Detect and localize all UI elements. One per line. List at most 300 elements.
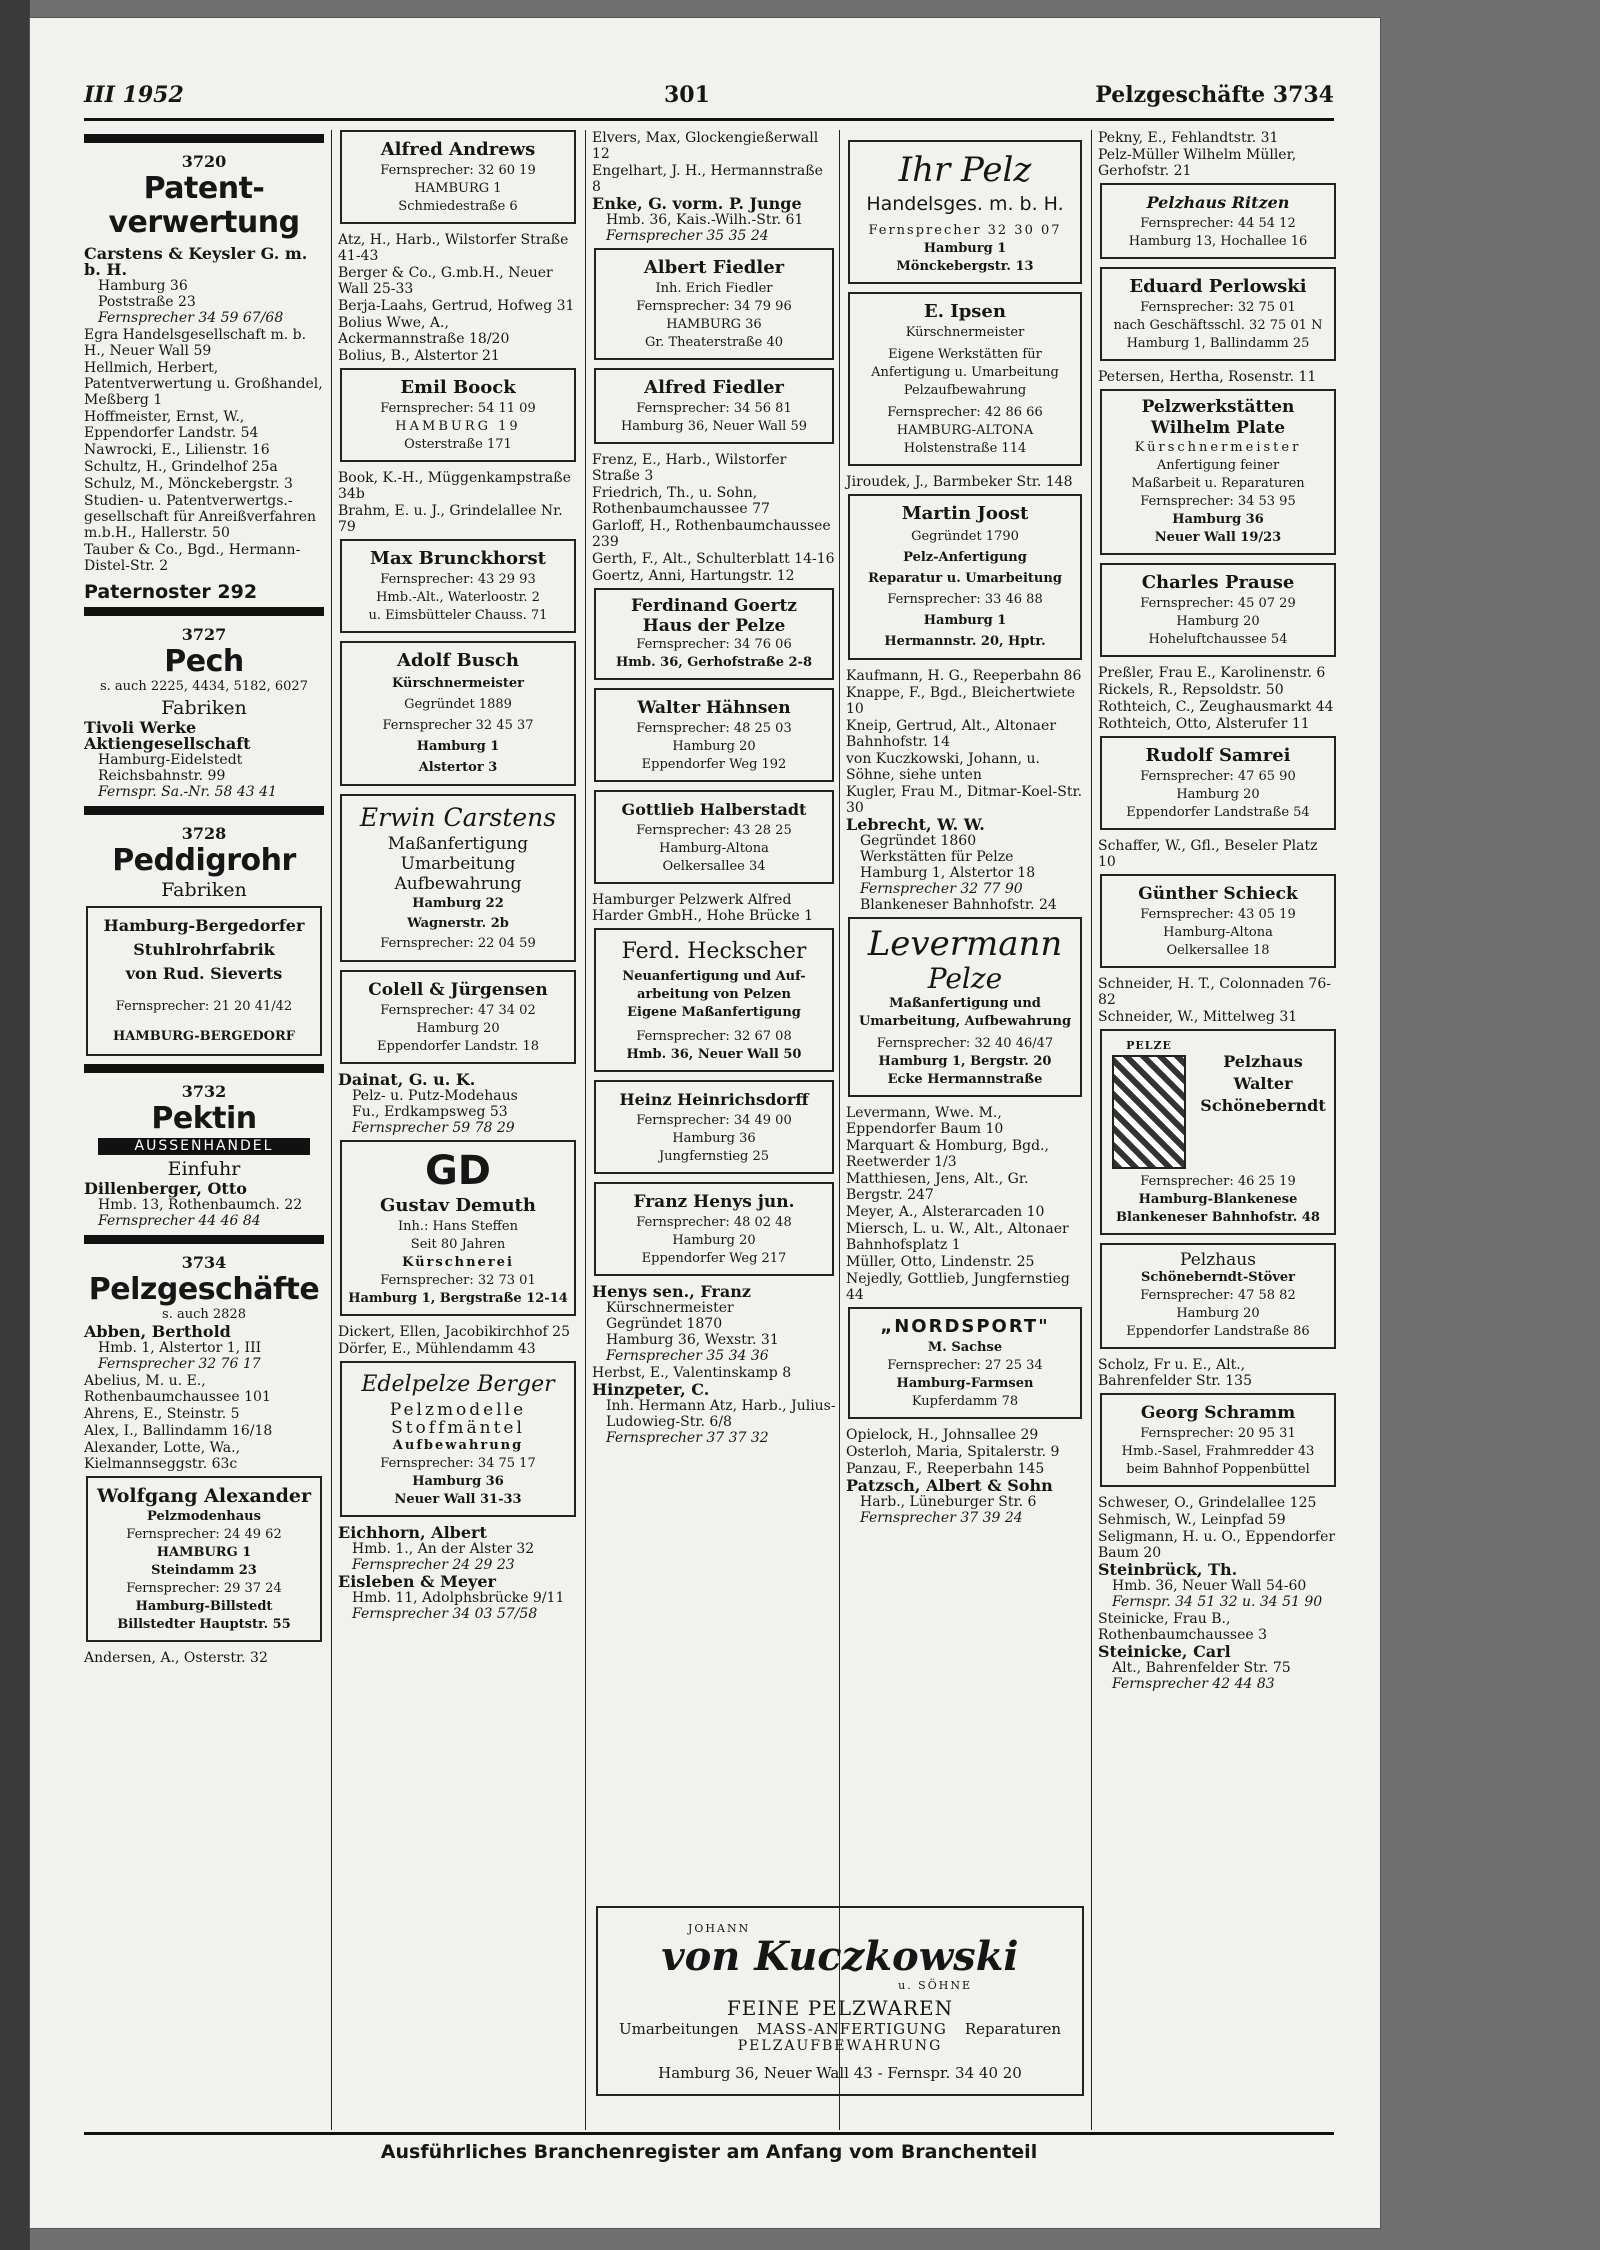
listing-address: Hmb. 36, Kais.-Wilh.-Str. 61: [606, 212, 804, 228]
advert-title: Schöneberndt: [1200, 1096, 1326, 1115]
advert-title: Rudolf Samrei: [1145, 745, 1291, 766]
listing: Andersen, A., Osterstr. 32: [84, 1650, 268, 1666]
advert-erwin-carstens: [340, 794, 576, 962]
advert-pelzhaus-ritzen: [1100, 183, 1336, 259]
advert-service: Reparaturen: [964, 2020, 1062, 2038]
advert-phone: nach Geschäftsschl. 32 75 01 N: [1113, 318, 1323, 333]
advert-address: Schmiedestraße 6: [398, 199, 518, 214]
listing-address: Hmb. 1, Alstertor 1, III: [98, 1340, 262, 1356]
listing: Levermann, Wwe. M., Eppendorfer Baum 10: [846, 1105, 1004, 1137]
advert-title: Pelzhaus: [1180, 1250, 1256, 1270]
listing-address: Alt., Bahrenfelder Str. 75: [1112, 1660, 1291, 1676]
advert-georg-schramm: [1100, 1393, 1336, 1487]
see-also: s. auch 2225, 4434, 5182, 6027: [100, 679, 308, 694]
advert-title: Walter Hähnsen: [637, 698, 791, 718]
subheading: Einfuhr: [167, 1158, 241, 1180]
advert-martin-joost: [848, 494, 1082, 660]
listing: von Kuczkowski, Johann, u. Söhne, siehe unten: [846, 751, 1040, 783]
advert-title: Charles Prause: [1141, 572, 1295, 593]
advert-title: Walter: [1233, 1074, 1293, 1093]
advert-title: Handelsges. m. b. H.: [866, 193, 1064, 215]
advert-logo-text: Erwin Carstens: [359, 803, 557, 832]
advert-service: Reparatur u. Umarbeitung: [868, 571, 1062, 586]
advert-service: Maßarbeit u. Reparaturen: [1131, 476, 1305, 491]
listing-name: Dillenberger, Otto: [84, 1179, 247, 1198]
advert-service: Anfertigung u. Umarbeitung: [871, 365, 1059, 380]
advert-title: Pelzhaus: [1223, 1052, 1303, 1071]
listing-address: Hamburg 1, Alstertor 18: [860, 865, 1036, 881]
advert-address: Hamburg-Farmsen: [896, 1376, 1034, 1391]
subheading: Fabriken: [161, 697, 247, 719]
advert-address: Oelkersallee 34: [662, 859, 766, 874]
advert-service: Eigene Werkstätten für: [888, 347, 1042, 362]
advert-gustav-demuth: [340, 1140, 576, 1316]
listing: Schultz, H., Grindelhof 25a: [84, 459, 278, 475]
listing: Scholz, Fr u. E., Alt., Bahrenfelder Str. 135: [1098, 1357, 1252, 1389]
advert-ferd-heckscher: [594, 928, 834, 1072]
listing-phone: Fernsprecher 37 37 32: [606, 1430, 769, 1446]
advert-heinz-heinrichsdorff: [594, 1080, 834, 1174]
listing: Bolius, B., Alstertor 21: [338, 348, 500, 364]
advert-phone: Fernsprecher: 32 73 01: [380, 1273, 536, 1288]
listing-address: Pelz- u. Putz-Modehaus: [352, 1088, 518, 1104]
advert-address: beim Bahnhof Poppenbüttel: [1126, 1462, 1310, 1477]
listing: Pelz-Müller Wilhelm Müller, Gerhofstr. 21: [1098, 147, 1297, 179]
listing-name: Carstens & Keysler G. m. b. H.: [84, 244, 308, 279]
advert-address: Hamburg 36: [672, 1131, 756, 1146]
category-heading: Pech: [164, 644, 244, 679]
advert-rudolf-samrei: [1100, 736, 1336, 830]
listing-phone: Fernsprecher 35 34 36: [606, 1348, 769, 1364]
listing-phone: Fernsprecher 37 39 24: [860, 1510, 1023, 1526]
listing-name: Dainat, G. u. K.: [338, 1070, 476, 1089]
listing-address: Poststraße 23: [98, 294, 196, 310]
column-divider: [1091, 130, 1092, 2130]
advert-title: Haus der Pelze: [642, 616, 786, 636]
advert-wilhelm-plate: [1100, 389, 1336, 555]
advert-address: Neuer Wall 19/23: [1154, 530, 1282, 545]
listing-address: Harb., Lüneburger Str. 6: [860, 1494, 1037, 1510]
advert-e-ipsen: [848, 292, 1082, 466]
section-bar: [84, 806, 324, 815]
listing-address: Reichsbahnstr. 99: [98, 768, 226, 784]
advert-service: Pelz-Anfertigung: [903, 550, 1027, 565]
see-also: s. auch 2828: [162, 1307, 246, 1322]
advert-phone: Fernsprecher: 48 25 03: [636, 721, 792, 736]
listing: Müller, Otto, Lindenstr. 25: [846, 1254, 1035, 1270]
advert-text: Seit 80 Jahren: [410, 1237, 506, 1252]
advert-phone: Fernsprecher: 46 25 19: [1140, 1174, 1296, 1189]
advert-address: Hamburg 22: [412, 896, 504, 911]
advert-phone: Fernsprecher: 27 25 34: [887, 1358, 1043, 1373]
advert-address: Hamburg 1: [923, 613, 1007, 628]
listing-phone: Fernsprecher 44 46 84: [98, 1213, 261, 1229]
advert-address: Jungfernstieg 25: [658, 1149, 770, 1164]
category-number: 3728: [181, 824, 227, 843]
advert-service: arbeitung von Pelzen: [636, 987, 792, 1002]
advert-service: Umarbeitung: [400, 854, 516, 874]
listing-phone: Fernsprecher 34 59 67/68: [98, 310, 284, 326]
advert-address: u. Eimsbütteler Chauss. 71: [368, 608, 548, 623]
listing: Steinicke, Frau B., Rothenbaumchaussee 3: [1098, 1611, 1268, 1643]
listing: Dickert, Ellen, Jacobikirchhof 25: [338, 1324, 570, 1340]
advert-address: Hamburg 13, Hochallee 16: [1128, 234, 1308, 249]
listing-name: Patzsch, Albert & Sohn: [846, 1476, 1053, 1495]
column-2: [338, 130, 578, 1623]
advert-service: Aufbewahrung: [394, 874, 522, 894]
advert-address: HAMBURG 36: [666, 317, 762, 332]
listing-address: Hamburg-Eidelstedt: [98, 752, 243, 768]
listing: Alexander, Lotte, Wa., Kielmannseggstr. 63c: [84, 1440, 241, 1472]
advert-title: Pelzwerkstätten: [1141, 397, 1295, 417]
listing: Book, K.-H., Müggenkampstraße 34b: [338, 470, 571, 502]
advert-service: Eigene Maßanfertigung: [627, 1005, 801, 1020]
advert-phone: Fernsprecher: 29 37 24: [126, 1581, 282, 1596]
listing-text: Gegründet 1870: [606, 1316, 723, 1332]
listing: Frenz, E., Harb., Wilstorfer Straße 3: [592, 452, 787, 484]
column-divider: [585, 130, 586, 2130]
advert-phone: Fernsprecher: 20 95 31: [1140, 1426, 1296, 1441]
advert-address: Ecke Hermannstraße: [887, 1072, 1043, 1087]
advert-walter-haehnsen: [594, 688, 834, 782]
advert-service: Pelzaufbewahrung: [903, 383, 1027, 398]
advert-service: Anfertigung feiner: [1156, 458, 1280, 473]
advert-phone: Fernsprecher: 47 65 90: [1140, 769, 1296, 784]
advert-service: MASS-ANFERTIGUNG: [756, 2020, 947, 2038]
advert-title: Wilhelm Plate: [1150, 418, 1286, 438]
column-divider: [839, 130, 840, 2130]
advert-phone: Fernsprecher: 33 46 88: [887, 592, 1043, 607]
advert-address: Hamburg-Altona: [1163, 925, 1273, 940]
pelze-crest-icon: [1112, 1037, 1186, 1169]
advert-address: HAMBURG 1: [414, 181, 502, 196]
listing-name: Hinzpeter, C.: [592, 1380, 710, 1399]
listing: Schneider, H. T., Colonnaden 76-82: [1098, 976, 1331, 1008]
category-heading: Patent-verwertung: [108, 171, 300, 240]
listing-name: Steinbrück, Th.: [1098, 1560, 1238, 1579]
advert-address: Mönckebergstr. 13: [896, 259, 1034, 274]
advert-phone: Fernsprecher: 42 86 66: [887, 405, 1043, 420]
advert-franz-henys: [594, 1182, 834, 1276]
advert-title: Max Brunckhorst: [370, 548, 546, 569]
advert-albert-fiedler: [594, 248, 834, 360]
advert-emil-boock: [340, 368, 576, 462]
listing: Rothteich, C., Zeughausmarkt 44: [1098, 699, 1334, 715]
advert-address: Hamburg 20: [1176, 614, 1260, 629]
header-category: Pelzgeschäfte 3734: [1095, 82, 1334, 108]
listing-text: Werkstätten für Pelze: [860, 849, 1014, 865]
column-1: [84, 130, 324, 1667]
advert-service: Stoffmäntel: [391, 1418, 525, 1438]
listing: [846, 817, 1084, 913]
advert-address: Hamburg 36, Neuer Wall 59: [620, 419, 808, 434]
listing-name: Abben, Berthold: [84, 1322, 231, 1341]
listing-name: Lebrecht, W. W.: [846, 815, 985, 834]
listing-name: Steinicke, Carl: [1098, 1642, 1231, 1661]
advert-phone: Fernsprecher: 32 60 19: [380, 163, 536, 178]
advert-logo-text: u. SÖHNE: [898, 1979, 972, 1992]
advert-phone: Fernsprecher: 34 49 00: [636, 1113, 792, 1128]
listing: Garloff, H., Rothenbaumchaussee 239: [592, 518, 831, 550]
advert-title: E. Ipsen: [924, 301, 1006, 322]
listing: Elvers, Max, Glockengießerwall 12: [592, 130, 819, 162]
advert-phone: Fernsprecher: 34 76 06: [636, 637, 792, 652]
listing: Egra Handelsgesellschaft m. b. H., Neuer Wall 59: [84, 327, 307, 359]
book-spine: [0, 0, 30, 2250]
listing: Jiroudek, J., Barmbeker Str. 148: [846, 474, 1073, 490]
listing: Rothteich, Otto, Alsterufer 11: [1098, 716, 1310, 732]
listing: Goertz, Anni, Hartungstr. 12: [592, 568, 795, 584]
advert-founded: Gegründet 1790: [911, 529, 1019, 544]
advert-phone: Fernsprecher: 32 75 01: [1140, 300, 1296, 315]
advert-address: Hamburg 1, Bergstr. 20: [878, 1054, 1052, 1069]
listing-name: Tivoli Werke Aktiengesellschaft: [84, 718, 251, 753]
section-bar: [84, 1235, 324, 1244]
listing: Schweser, O., Grindelallee 125: [1098, 1495, 1317, 1511]
advert-title: Gottlieb Halberstadt: [621, 800, 807, 819]
advert-address: Kupferdamm 78: [911, 1394, 1019, 1409]
advert-title: Albert Fiedler: [643, 257, 785, 278]
listing: Berja-Laahs, Gertrud, Hofweg 31: [338, 298, 575, 314]
listing: Schaffer, W., Gfl., Beseler Platz 10: [1098, 838, 1318, 870]
listing: Matthiesen, Jens, Alt., Gr. Bergstr. 247: [846, 1171, 1029, 1203]
advert-address: Hamburg 20: [672, 1233, 756, 1248]
advert-service: Aufbewahrung: [392, 1438, 524, 1453]
listing: [846, 1478, 1084, 1526]
listing: Preßler, Frau E., Karolinenstr. 6: [1098, 665, 1326, 681]
advert-title: Alfred Fiedler: [644, 377, 784, 398]
page-number: 301: [664, 82, 710, 108]
advert-logo-text: JOHANN: [688, 1922, 751, 1935]
advert-address: Hamburg 36: [412, 1474, 504, 1489]
advert-gottlieb-halberstadt: [594, 790, 834, 884]
listing: Ahrens, E., Steinstr. 5: [84, 1406, 240, 1422]
advert-address: Eppendorfer Landstraße 54: [1126, 805, 1310, 820]
listing: Bolius Wwe, A., Ackermannstraße 18/20: [338, 315, 510, 347]
advert-subtitle: Pelzmodenhaus: [147, 1509, 261, 1524]
advert-adolf-busch: [340, 641, 576, 786]
advert-title: Martin Joost: [901, 503, 1029, 524]
advert-address: Hamburg 20: [1176, 787, 1260, 802]
category-heading: Pelzgeschäfte: [88, 1272, 320, 1307]
listing: Hamburger Pelzwerk Alfred Harder GmbH., Hohe Brücke 1: [592, 892, 813, 924]
listing-name: Eisleben & Meyer: [338, 1572, 496, 1591]
listing: Miersch, L. u. W., Alt., Altonaer Bahnhofsplatz 1: [846, 1221, 1069, 1253]
advert-service: Neuanfertigung und Auf-: [622, 969, 806, 984]
advert-address: Gr. Theaterstraße 40: [645, 335, 783, 350]
advert-charles-prause: [1100, 563, 1336, 657]
section-bar: [84, 134, 324, 143]
advert-title: „NORDSPORT": [880, 1316, 1050, 1337]
advert-address: Hmb. 36, Gerhofstraße 2-8: [615, 655, 812, 670]
listing: [1098, 1644, 1338, 1692]
advert-title: Günther Schieck: [1138, 884, 1298, 904]
advert-phone: Fernsprecher: 24 49 62: [126, 1527, 282, 1542]
advert-address: Hoheluftchaussee 54: [1148, 632, 1288, 647]
advert-schoeneberndt-stoever: [1100, 1243, 1336, 1349]
advert-phone: Fernsprecher: 22 04 59: [380, 936, 536, 951]
advert-address: Hamburg-Altona: [659, 841, 769, 856]
advert-edelpelze-berger: [340, 1361, 576, 1517]
page-header: [84, 82, 1334, 116]
listing: Kneip, Gertrud, Alt., Altonaer Bahnhofstr. 14: [846, 718, 1057, 750]
listing: Berger & Co., G.mb.H., Neuer Wall 25-33: [338, 265, 553, 297]
advert-subtitle: Kürschnermeister: [392, 676, 524, 691]
listing-phone: Fernspr. 34 51 32 u. 34 51 90: [1112, 1594, 1323, 1610]
listing: [84, 720, 324, 800]
advert-owner: Inh. Erich Fiedler: [655, 281, 773, 296]
advert-address: Hamburg 36: [1172, 512, 1264, 527]
advert-alfred-fiedler: [594, 368, 834, 444]
advert-phone: Fernsprecher: 47 34 02: [380, 1003, 536, 1018]
advert-title: Alfred Andrews: [380, 139, 536, 160]
section-bar: [84, 607, 324, 616]
listing-address: Hmb. 13, Rothenbaumch. 22: [98, 1197, 303, 1213]
listing: Hoffmeister, Ernst, W., Eppendorfer Landstr. 54: [84, 409, 259, 441]
advert-logo-text: von Kuczkowski: [661, 1933, 1019, 1980]
listing: Opielock, H., Johnsallee 29: [846, 1427, 1039, 1443]
advert-logo-text: Edelpelze Berger: [361, 1372, 555, 1397]
category-number: 3720: [181, 152, 227, 171]
advert-address: Hmb. 36, Neuer Wall 50: [626, 1047, 802, 1062]
advert-ferdinand-goertz: [594, 588, 834, 680]
listing-phone: Fernsprecher 35 35 24: [606, 228, 769, 244]
advert-title: Colell & Jürgensen: [368, 980, 548, 1000]
listing: Kugler, Frau M., Ditmar-Koel-Str. 30: [846, 784, 1083, 816]
listing: Petersen, Hertha, Rosenstr. 11: [1098, 369, 1317, 385]
listing: Brahm, E. u. J., Grindelallee Nr. 79: [338, 503, 563, 535]
advert-title: Pelzhaus Ritzen: [1146, 193, 1290, 212]
listing: Sehmisch, W., Leinpfad 59: [1098, 1512, 1286, 1528]
advert-address: Oelkersallee 18: [1166, 943, 1270, 958]
advert-title: von Rud. Sieverts: [125, 964, 283, 983]
advert-phone: Fernsprecher: 43 05 19: [1140, 907, 1296, 922]
advert-service: Pelzmodelle: [389, 1400, 527, 1420]
advert-address: HAMBURG-BERGEDORF: [113, 1029, 295, 1044]
listing: Seligmann, H. u. O., Eppendorfer Baum 20: [1098, 1529, 1336, 1561]
listing-address: Hmb. 11, Adolphsbrücke 9/11: [352, 1590, 565, 1606]
advert-address: Hamburg 1: [416, 739, 500, 754]
advert-address: Hamburg 20: [416, 1021, 500, 1036]
advert-bergedorf: [86, 906, 322, 1056]
advert-service: PELZAUFBEWAHRUNG: [737, 2038, 943, 2054]
listing: Friedrich, Th., u. Sohn, Rothenbaumchaussee 77: [592, 485, 770, 517]
advert-address: Hamburg-Billstedt: [135, 1599, 273, 1614]
listing-text: Gegründet 1860: [860, 833, 977, 849]
advert-title: Eduard Perlowski: [1129, 276, 1307, 297]
advert-owner: M. Sachse: [927, 1340, 1003, 1355]
advert-phone: Fernsprecher: 43 28 25: [636, 823, 792, 838]
listing: [592, 1284, 836, 1364]
advert-phone: Fernsprecher: 34 79 96: [636, 299, 792, 314]
advert-logo-text: Ihr Pelz: [898, 150, 1032, 190]
advert-phone: Fernsprecher: 44 54 12: [1140, 216, 1296, 231]
header-rule: [84, 118, 1334, 121]
header-volume-year: III 1952: [84, 82, 184, 108]
advert-address: Osterstraße 171: [404, 437, 512, 452]
listing-address: Hamburg 36, Wexstr. 31: [606, 1332, 779, 1348]
advert-logo-text: Levermann: [867, 924, 1063, 964]
advert-nordsport: [848, 1307, 1082, 1419]
advert-service: Umarbeitung, Aufbewahrung: [858, 1014, 1072, 1029]
advert-logo-text: Pelze: [927, 962, 1003, 995]
aussenhandel-label: AUSSENHANDEL: [98, 1138, 310, 1155]
listing: [338, 1525, 578, 1573]
advert-subtitle: Kürschnerei: [402, 1255, 514, 1270]
listing: [84, 1181, 324, 1229]
advert-subtitle: Kürschnermeister: [1134, 440, 1302, 455]
listing: Schneider, W., Mittelweg 31: [1098, 1009, 1298, 1025]
listing: Osterloh, Maria, Spitalerstr. 9: [846, 1444, 1060, 1460]
column-5: [1098, 130, 1338, 1693]
listing: [84, 1324, 324, 1372]
listing-address: Hamburg 36: [98, 278, 188, 294]
column-4: [846, 130, 1084, 1527]
gd-logo-icon: GD: [424, 1148, 492, 1194]
listing: Engelhart, J. H., Hermannstraße 8: [592, 163, 823, 195]
category-number: 3732: [181, 1082, 227, 1101]
listing-phone: Fernsprecher 32 76 17: [98, 1356, 261, 1372]
listing: [338, 1574, 578, 1622]
listing: Herbst, E., Valentinskamp 8: [592, 1365, 792, 1381]
advert-title: Hamburg-Bergedorfer: [103, 916, 305, 935]
advert-title: Emil Boock: [400, 377, 516, 398]
listing-address: Inh. Hermann Atz, Harb., Julius-Ludowieg-Str. 6/8: [606, 1398, 836, 1430]
listing: Panzau, F., Reeperbahn 145: [846, 1461, 1045, 1477]
advert-ihr-pelz: [848, 140, 1082, 284]
advert-phone: Fernsprecher: 43 29 93: [380, 572, 536, 587]
advert-title: Stuhlrohrfabrik: [133, 940, 275, 959]
listing-address: Fu., Erdkampsweg 53: [352, 1104, 508, 1120]
advert-address: Holstenstraße 114: [903, 441, 1027, 456]
category-number: 3727: [181, 625, 227, 644]
listing: Marquart & Homburg, Bgd., Reetwerder 1/3: [846, 1138, 1049, 1170]
advert-phone: Fernsprecher: 54 11 09: [380, 401, 536, 416]
listing: Gerth, F., Alt., Schulterblatt 14-16: [592, 551, 835, 567]
listing: Schulz, M., Mönckebergstr. 3: [84, 476, 293, 492]
advert-von-kuczkowski: [596, 1906, 1084, 2096]
listing: [592, 1382, 836, 1446]
advert-address: Eppendorfer Weg 192: [641, 757, 787, 772]
advert-address: Hermannstr. 20, Hptr.: [884, 634, 1046, 649]
listing-name: Henys sen., Franz: [592, 1282, 751, 1301]
listing: Abelius, M. u. E., Rothenbaumchaussee 101: [84, 1373, 271, 1405]
crest-label: PELZE: [1126, 1039, 1172, 1052]
listing-address: Blankeneser Bahnhofstr. 24: [860, 897, 1057, 913]
listing: [338, 1072, 578, 1136]
listing-phone: Fernspr. Sa.-Nr. 58 43 41: [98, 784, 277, 800]
cross-reference-heading: Paternoster 292: [84, 581, 258, 603]
listing-address: Hmb. 36, Neuer Wall 54-60: [1112, 1578, 1307, 1594]
advert-eduard-perlowski: [1100, 267, 1336, 361]
advert-address: HAMBURG 1: [156, 1545, 252, 1560]
listing-address: Hmb. 1., An der Alster 32: [352, 1541, 535, 1557]
advert-colell-juergensen: [340, 970, 576, 1064]
advert-phone: Fernsprecher: 34 53 95: [1140, 494, 1296, 509]
listing-phone: Fernsprecher 42 44 83: [1112, 1676, 1275, 1692]
category-heading: Pektin: [151, 1101, 257, 1136]
advert-address: HAMBURG-ALTONA: [896, 423, 1034, 438]
advert-address: Hmb.-Sasel, Frahmredder 43: [1121, 1444, 1315, 1459]
advert-phone: Fernsprecher 32 30 07: [868, 223, 1062, 238]
advert-address: Hmb.-Alt., Waterloostr. 2: [376, 590, 540, 605]
advert-max-brunckhorst: [340, 539, 576, 633]
listing: Meyer, A., Alsterarcaden 10: [846, 1204, 1045, 1220]
listing: Rickels, R., Repsoldstr. 50: [1098, 682, 1284, 698]
listing-phone: Fernsprecher 34 03 57/58: [352, 1606, 538, 1622]
advert-service: Maßanfertigung: [387, 834, 529, 854]
advert-title: Heinz Heinrichsdorff: [619, 1090, 809, 1109]
